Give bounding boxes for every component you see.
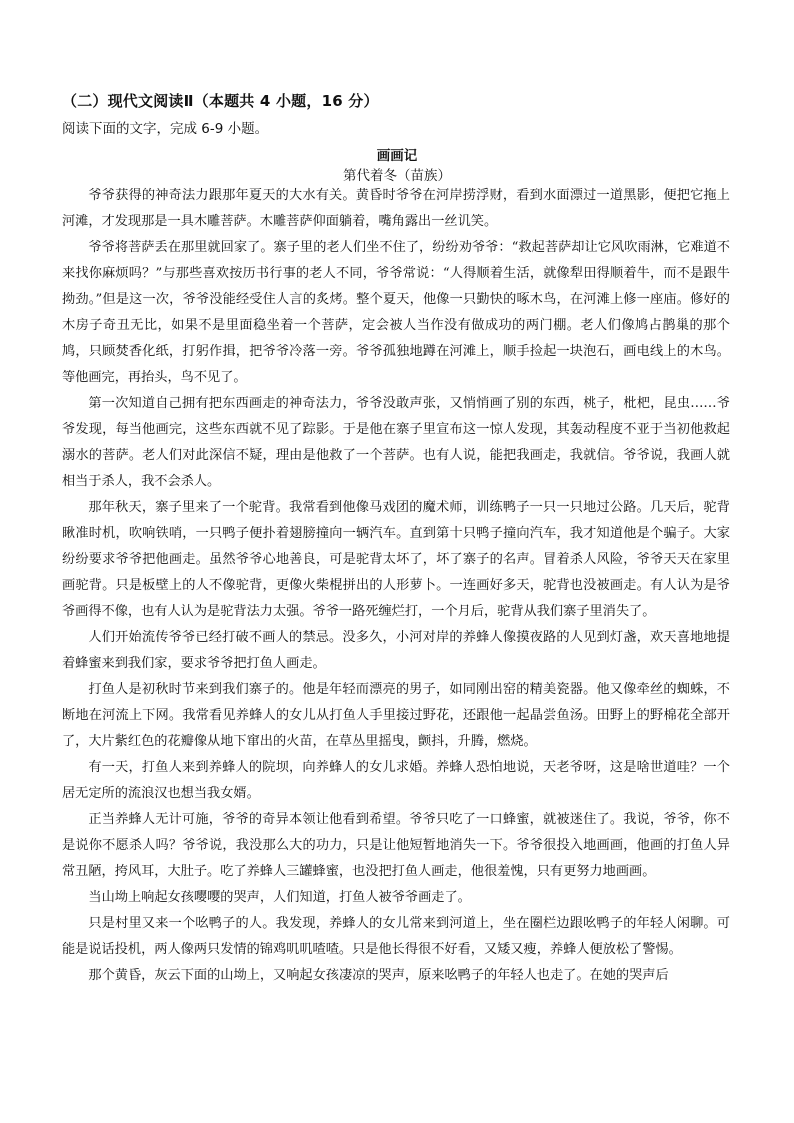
paragraph-10: 只是村里又来一个吆鸭子的人。我发现，养蜂人的女儿常来到河道上，坐在圈栏边跟吆鸭子的年轻人闲聊。可能是说话投机，两人像两只发情的锦鸡叽叽喳喳。只是他长得很不好看，又矮又瘦，养蜂人便放松了警惕。: [62, 916, 730, 957]
article-title: 画画记: [376, 148, 418, 164]
paragraph-6: 打鱼人是初秋时节来到我们寨子的。他是年轻而漂亮的男子，如同刚出窑的精美瓷器。他又像牵丝的蜘蛛，不断地在河流上下网。我常看见养蜂人的女儿从打鱼人手里接过野花，还跟他一起晶尝鱼汤。田野上的野棉花全部开了，大片紫红色的花瓣像从地下窜出的火苗，在草丛里摇曳，颤抖，升腾，燃烧。: [62, 682, 730, 749]
paragraph-8: 正当养蜂人无计可施，爷爷的奇异本领让他看到希望。爷爷只吃了一口蜂蜜，就被迷住了。我说，爷爷，你不是说你不愿杀人吗？爷爷说，我没那么大的功力，只是让他短暂地消失一下。爷爷很投入地画画，他画的打鱼人异常丑陋，挎风耳，大肚子。吃了养蜂人三罐蜂蜜，也没把打鱼人画走，他很羞愧，只有更努力地画画。: [62, 812, 730, 879]
paragraph-5: 人们开始流传爷爷已经打破不画人的禁忌。没多久，小河对岸的养蜂人像摸夜路的人见到灯盏，欢天喜地地提着蜂蜜来到我们家，要求爷爷把打鱼人画走。: [62, 630, 730, 671]
paragraph-2: 爷爷将菩萨丢在那里就回家了。寨子里的老人们坐不住了，纷纷劝爷爷：“救起菩萨却让它风吹雨淋，它难道不来找你麻烦吗？”与那些喜欢按历书行事的老人不同，爷爷常说：“人得顺着生活，就像犁田得顺着牛，而不是跟牛拗劲。”但是这一次，爷爷没能经受住人言的炙烤。整个夏天，他像一只勤快的啄木鸟，在河滩上修一座庙。修好的木房子奇丑无比，如果不是里面稳坐着一个菩萨，定会被人当作没有做成功的两门棚。老人们像鸠占鹊巢的那个鸠，只顾焚香化纸，打躬作揖，把爷爷冷落一旁。爷爷孤独地蹲在河滩上，顺手捡起一块泡石，画电线上的木鸟。等他画完，再抬头，鸟不见了。: [62, 240, 730, 385]
paragraph-7: 有一天，打鱼人来到养蜂人的院坝，向养蜂人的女儿求婚。养蜂人恐怕地说，天老爷呀，这是啥世道哇？一个居无定所的流浪汉也想当我女婿。: [62, 760, 730, 801]
article-author: 第代着冬（苗族）: [343, 168, 451, 184]
paragraph-3: 第一次知道自己拥有把东西画走的神奇法力，爷爷没敢声张，又悄悄画了别的东西，桃子，枇杷，昆虫……爷爷发现，每当他画完，这些东西就不见了踪影。于是他在寨子里宣布这一惊人发现，其轰动程度不亚于当初他救起溺水的菩萨。老人们对此深信不疑，理由是他救了一个菩萨。也有人说，能把我画走，我就信。爷爷说，我画人就相当于杀人，我不会杀人。: [62, 396, 730, 489]
paragraph-11: 那个黄昏，灰云下面的山坳上，又响起女孩凄凉的哭声，原来吆鸭子的年轻人也走了。在她的哭声后: [88, 968, 669, 983]
section-heading: （二）现代文阅读Ⅱ（本题共 4 小题，16 分）: [62, 92, 379, 110]
paragraph-9: 当山坳上响起女孩嘤嘤的哭声，人们知道，打鱼人被爷爷画走了。: [88, 890, 471, 905]
paragraph-4: 那年秋天，寨子里来了一个驼背。我常看到他像马戏团的魔术师，训练鸭子一只一只地过公路。几天后，驼背瞅准时机，吹响铁哨，一只鸭子便扑着翅膀撞向一辆汽车。直到第十只鸭子撞向汽车，我才知道他是个骗子。大家纷纷要求爷爷把他画走。虽然爷爷心地善良，可是驼背太坏了，坏了寨子的名声。冒着杀人风险，爷爷天天在家里画驼背。只是板壁上的人不像驼背，更像火柴棍拼出的人形萝卜。一连画好多天，驼背也没被画走。有人认为是爷爷画得不像，也有人认为是驼背法力太强。爷爷一路死缠烂打，一个月后，驼背从我们寨子里消失了。: [62, 500, 730, 619]
paragraph-1: 爷爷获得的神奇法力跟那年夏天的大水有关。黄昏时爷爷在河岸捞浮财，看到水面漂过一道黑影，便把它拖上河滩，才发现那是一具木雕菩萨。木雕菩萨仰面躺着，嘴角露出一丝讥笑。: [62, 188, 730, 229]
article-body: [62, 183, 730, 989]
reading-instruction: 阅读下面的文字，完成 6-9 小题。: [62, 121, 269, 137]
